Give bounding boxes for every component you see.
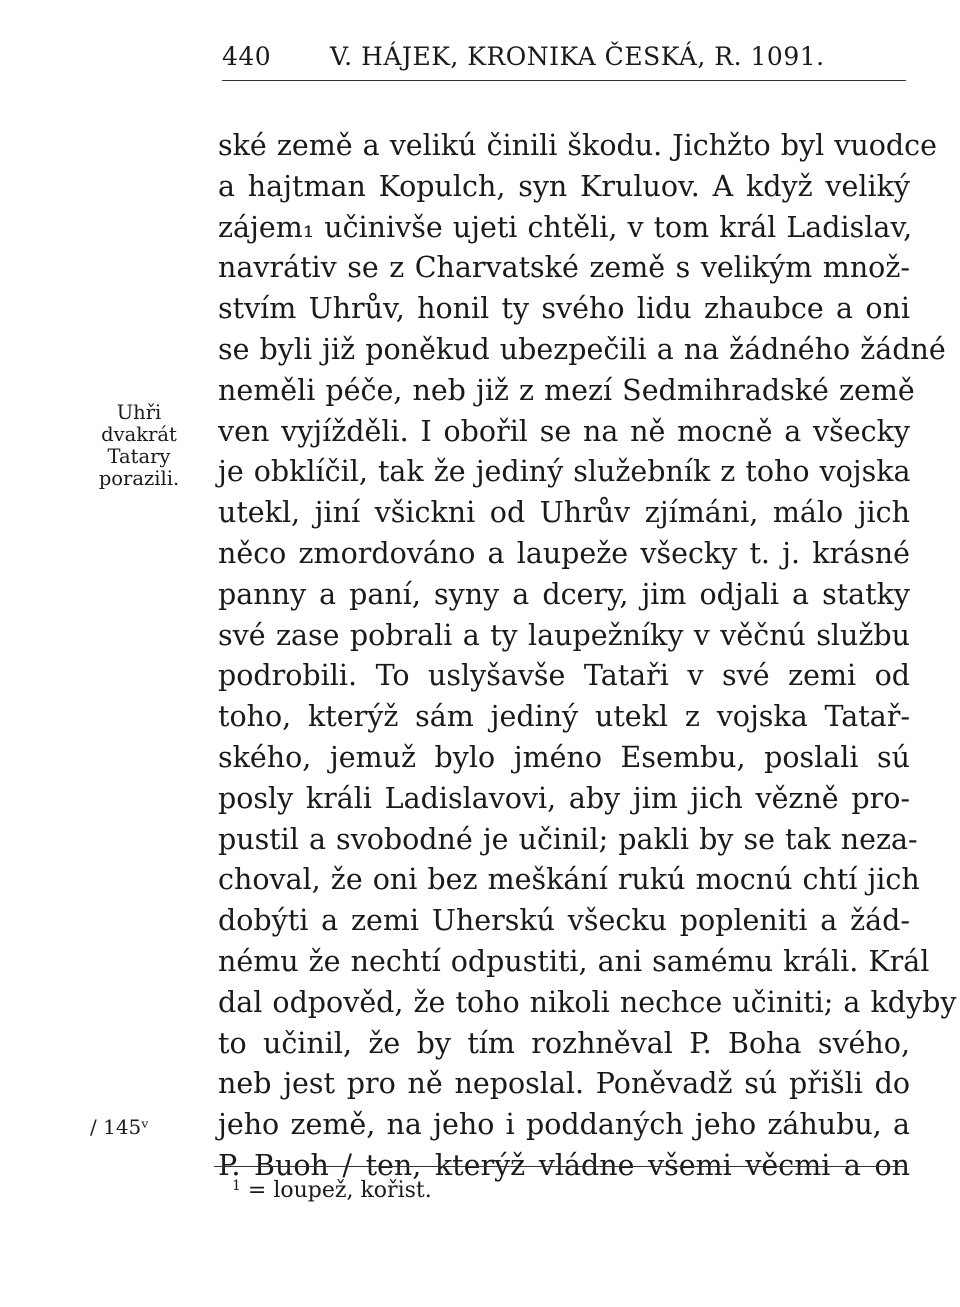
text-line: ského, jemuž bylo jméno Esembu, poslali sú: [218, 740, 910, 774]
text-line: neb jest pro ně neposlal. Poněvadž sú přišli do: [218, 1067, 910, 1101]
text-line: neměli péče, neb již z mezí Sedmihradské země: [218, 373, 915, 407]
text-line: navrátiv se z Charvatské země s velikým množ-: [218, 251, 910, 285]
margin-note: [84, 402, 194, 490]
text-line: toho, kterýž sám jediný utekl z vojska Tatař-: [218, 700, 910, 734]
text-line: utekl, jiní všickni od Uhrův zjímáni, málo jich: [218, 496, 910, 530]
body-text: [218, 126, 957, 1187]
text-line: dal odpověd, že toho nikoli nechce učiniti; a kdyby: [218, 985, 957, 1019]
text-line: stvím Uhrův, honil ty svého lidu zhaubce a oni: [218, 292, 910, 326]
margin-note-line: porazili.: [98, 467, 180, 490]
folio-mark: / 145ᵛ: [90, 1115, 149, 1139]
text-line: P. Buoh / ten, kterýž vládne všemi věcmi a on: [218, 1148, 910, 1182]
text-line: něco zmordováno a laupeže všecky t. j. krásné: [218, 536, 910, 570]
text-line: panny a paní, syny a dcery, jim odjali a statky: [218, 577, 910, 611]
text-line: podrobili. To uslyšavše Tataři v své zemi od: [218, 659, 910, 693]
margin-note-line: Uhři: [116, 401, 162, 424]
header-rule: [222, 80, 906, 81]
text-line: je obklíčil, tak že jediný služebník z toho vojska: [218, 455, 911, 489]
text-line: jeho země, na jeho i poddaných jeho záhubu, a: [218, 1108, 910, 1142]
footnote-text: = loupež, kořist.: [247, 1178, 432, 1203]
margin-note-line: dvakrát: [101, 423, 177, 446]
text-line: zájem₁ učinivše ujeti chtěli, v tom král Ladislav,: [218, 210, 913, 244]
text-line: pustil a svobodné je učinil; pakli by se tak neza-: [218, 822, 918, 856]
footnote: [232, 1178, 432, 1203]
text-line: a hajtman Kopulch, syn Kruluov. A když veliký: [218, 169, 910, 203]
footnote-rule: [214, 1166, 904, 1167]
running-header: [222, 42, 906, 78]
text-line: to učinil, že by tím rozhněval P. Boha svého,: [218, 1026, 910, 1060]
text-line: se byli již poněkud ubezpečili a na žádného žádné: [218, 332, 946, 366]
text-line: ské země a velikú činili škodu. Jichžto byl vuodce: [218, 129, 937, 162]
text-line: ven vyjížděli. I obořil se na ně mocně a všecky: [218, 414, 910, 448]
text-line: posly králi Ladislavovi, aby jim jich vězně pro-: [218, 781, 910, 815]
footnote-marker: 1: [232, 1178, 241, 1194]
text-line: nému že nechtí odpustiti, ani samému králi. Král: [218, 944, 930, 978]
margin-note-line: Tatary: [107, 445, 171, 468]
text-line: své zase pobrali a ty laupežníky v věčnú službu: [218, 618, 910, 652]
running-title: V. HÁJEK, KRONIKA ČESKÁ, R. 1091.: [330, 42, 825, 71]
page-number: 440: [222, 42, 272, 71]
text-line: choval, že oni bez meškání rukú mocnú chtí jich: [218, 863, 920, 897]
text-line: dobýti a zemi Uherskú všecku popleniti a žád-: [218, 904, 910, 938]
